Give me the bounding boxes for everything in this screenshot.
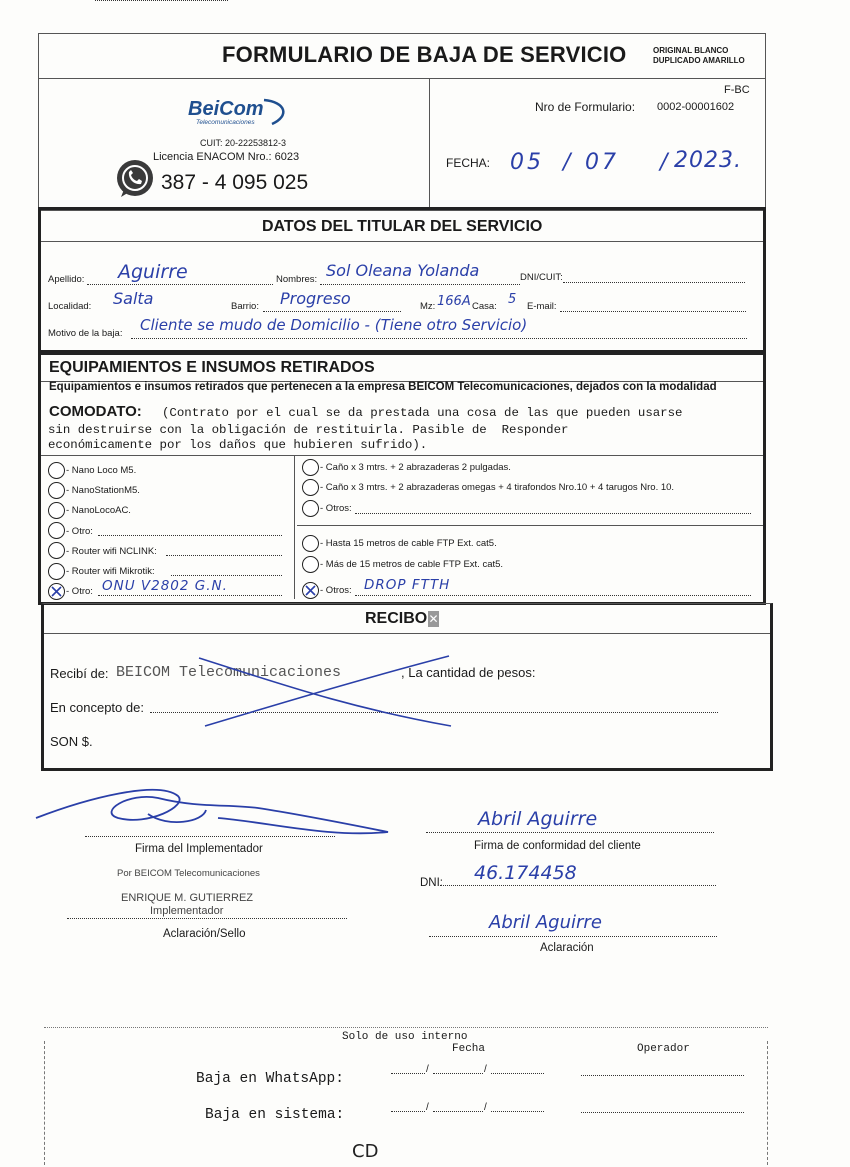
internal-frame [44,1041,768,1165]
date-day[interactable]: 05 [510,150,544,175]
company-logo [186,96,296,130]
checked-x-icon [303,583,318,598]
right-item-5-label: - Otros: [320,585,352,596]
barrio-value[interactable]: Progreso [280,289,351,308]
date-month[interactable]: 07 [585,150,619,175]
localidad-line [95,0,228,1]
right-item-5-line [355,595,751,596]
holder-title-divider [41,241,763,242]
cross-out-strike-icon [195,652,455,732]
casa-label: Casa: [472,301,497,312]
implementer-sig-line [85,836,335,837]
right-item-0-radio[interactable] [302,459,319,476]
internal-col-operator: Operador [637,1043,690,1055]
header-divider [38,78,765,79]
internal-row-system: Baja en sistema: [205,1107,345,1123]
dni-cuit-label: DNI/CUIT: [520,272,563,283]
left-item-4-line [166,555,282,556]
company-cuit: CUIT: 20-22253812-3 [200,138,287,148]
left-item-2-label: - NanoLocoAC. [66,505,131,516]
client-sig-label: Firma de conformidad del cliente [474,840,641,852]
left-item-3-label: - Otro: [66,526,93,537]
email-label: E-mail: [527,301,557,312]
left-item-3-line [98,535,282,536]
receipt-amount-label: , La cantidad de pesos: [401,665,536,680]
company-phone: 387 - 4 095 025 [161,171,309,194]
equipment-intro: Equipamientos e insumos retirados que pertenecen a la empresa BEICOM Telecomunicaciones, dejados con la modalidad [49,381,717,393]
date-year[interactable]: 2023. [674,148,742,173]
left-item-4-radio[interactable] [48,542,65,559]
implementer-sig-label: Firma del Implementador [135,843,263,855]
date-label: FECHA: [446,156,491,170]
left-item-5-label: - Router wifi Mikrotik: [66,566,155,577]
receipt-title-x-mark: ✕ [428,612,439,626]
comodato-line-3: económicamente por los daños que hubieren sufrido). [48,438,428,452]
receipt-from-value: BEICOM Telecomunicaciones [116,664,342,681]
right-item-2-radio[interactable] [302,500,319,517]
receipt-from-label: Recibí de: [50,666,109,681]
receipt-son-label: SON $. [50,734,93,749]
left-item-4-label: - Router wifi NCLINK: [66,546,157,557]
whatsapp-operator-field[interactable] [581,1075,744,1076]
localidad-value[interactable]: Salta [113,289,154,308]
stamp-line [67,918,347,919]
nombres-line [320,284,520,285]
left-item-0-label: - Nano Loco M5. [66,465,137,476]
system-operator-field[interactable] [581,1112,744,1113]
email-line [560,311,746,312]
client-aclaracion-value[interactable]: Abril Aguirre [489,912,602,933]
copy-note-original: ORIGINAL BLANCO [653,46,729,55]
casa-value[interactable]: 5 [508,292,517,307]
left-item-6-radio[interactable] [48,583,65,600]
checked-x-icon [49,584,64,599]
motivo-label: Motivo de la baja: [48,328,123,339]
comodato-line-1: (Contrato por el cual se da prestada una cosa de las que pueden usarse [162,406,683,420]
receipt-title-divider [44,633,770,634]
footer-mark: CD [352,1141,379,1162]
whatsapp-icon [113,157,157,201]
internal-row-whatsapp: Baja en WhatsApp: [196,1071,344,1087]
holder-section-title: DATOS DEL TITULAR DEL SERVICIO [262,218,543,235]
right-item-0-label: - Caño x 3 mtrs. + 2 abrazaderas 2 pulgadas. [320,462,511,473]
right-item-1-radio[interactable] [302,479,319,496]
client-sig-line [426,832,714,833]
right-item-1-label: - Caño x 3 mtrs. + 2 abrazaderas omegas + 4 tirafondos Nro.10 + 4 tarugos Nro. 10. [320,482,675,493]
left-item-3-radio[interactable] [48,522,65,539]
internal-top-rule [44,1027,768,1028]
whatsapp-date-field[interactable]: / / [391,1066,544,1078]
client-dni-value[interactable]: 46.174458 [474,862,577,884]
left-item-5-line [171,575,282,576]
equipment-section-title: EQUIPAMIENTOS E INSUMOS RETIRADOS [49,359,375,376]
barrio-line [263,311,401,312]
equipment-grid-top [41,455,763,456]
client-dni-label: DNI: [420,877,443,889]
right-item-4-label: - Más de 15 metros de cable FTP Ext. cat5. [320,559,504,570]
stamp-company: Por BEICOM Telecomunicaciones [117,868,260,879]
right-item-3-label: - Hasta 15 metros de cable FTP Ext. cat5. [320,538,497,549]
client-signature[interactable]: Abril Aguirre [478,808,598,830]
left-item-6-line [98,595,282,596]
comodato-label: COMODATO: [49,403,142,420]
form-number-label: Nro de Formulario: [535,100,636,114]
apellido-line [87,284,273,285]
receipt-concept-label: En concepto de: [50,700,144,715]
stamp-name: ENRIQUE M. GUTIERREZ [121,892,254,904]
date-sep-1: / [563,150,571,175]
left-item-6-label: - Otro: [66,586,93,597]
comodato-line-2: sin destruirse con la obligación de restituirla. Pasible de Responder [48,423,569,437]
form-number-value: 0002-00001602 [657,101,735,113]
right-item-4-radio[interactable] [302,556,319,573]
logo-text: BeiCom [188,98,264,120]
system-date-field[interactable]: / / [391,1104,544,1116]
apellido-value[interactable]: Aguirre [118,261,188,283]
client-aclaracion-label: Aclaración [540,942,594,954]
logo-subtext: Telecomunicaciones [196,119,255,126]
internal-col-date: Fecha [452,1043,486,1055]
equipment-grid-divider [294,455,295,599]
left-item-2-radio[interactable] [48,502,65,519]
right-item-2-line [355,513,751,514]
nombres-value[interactable]: Sol Oleana Yolanda [326,261,480,280]
right-item-5-value[interactable]: DROP FTTH [364,577,451,593]
form-code: F-BC [724,84,750,96]
right-item-2-label: - Otros: [320,503,352,514]
barrio-label: Barrio: [231,301,259,312]
copy-note-duplicate: DUPLICADO AMARILLO [653,56,745,65]
left-item-0-radio[interactable] [48,462,65,479]
date-sep-2: / [660,150,668,175]
dni-cuit-line [563,282,745,283]
stamp-caption: Aclaración/Sello [163,928,246,940]
mz-value[interactable]: 166A [437,294,471,309]
left-item-1-radio[interactable] [48,482,65,499]
receipt-title: RECIBO [365,610,428,627]
left-item-1-label: - NanoStationM5. [66,485,140,496]
motivo-line [131,338,747,339]
left-item-5-radio[interactable] [48,563,65,580]
left-item-6-value[interactable]: ONU V2802 G.N. [102,578,228,594]
form-title: FORMULARIO DE BAJA DE SERVICIO [222,42,627,67]
apellido-label: Apellido: [48,274,85,285]
client-aclaracion-line [429,936,717,937]
client-dni-line [440,885,716,886]
header-vdivider [429,78,430,209]
internal-title: Solo de uso interno [342,1031,468,1043]
mz-label: Mz: [420,301,436,312]
company-license: Licencia ENACOM Nro.: 6023 [153,151,300,163]
right-grid-divider [297,525,763,526]
stamp-role: Implementador [150,905,224,917]
nombres-label: Nombres: [276,274,318,285]
localidad-label: Localidad: [48,301,92,312]
right-item-5-radio[interactable] [302,582,319,599]
motivo-value[interactable]: Cliente se mudo de Domicilio - (Tiene otro Servicio) [140,316,528,334]
right-item-3-radio[interactable] [302,535,319,552]
